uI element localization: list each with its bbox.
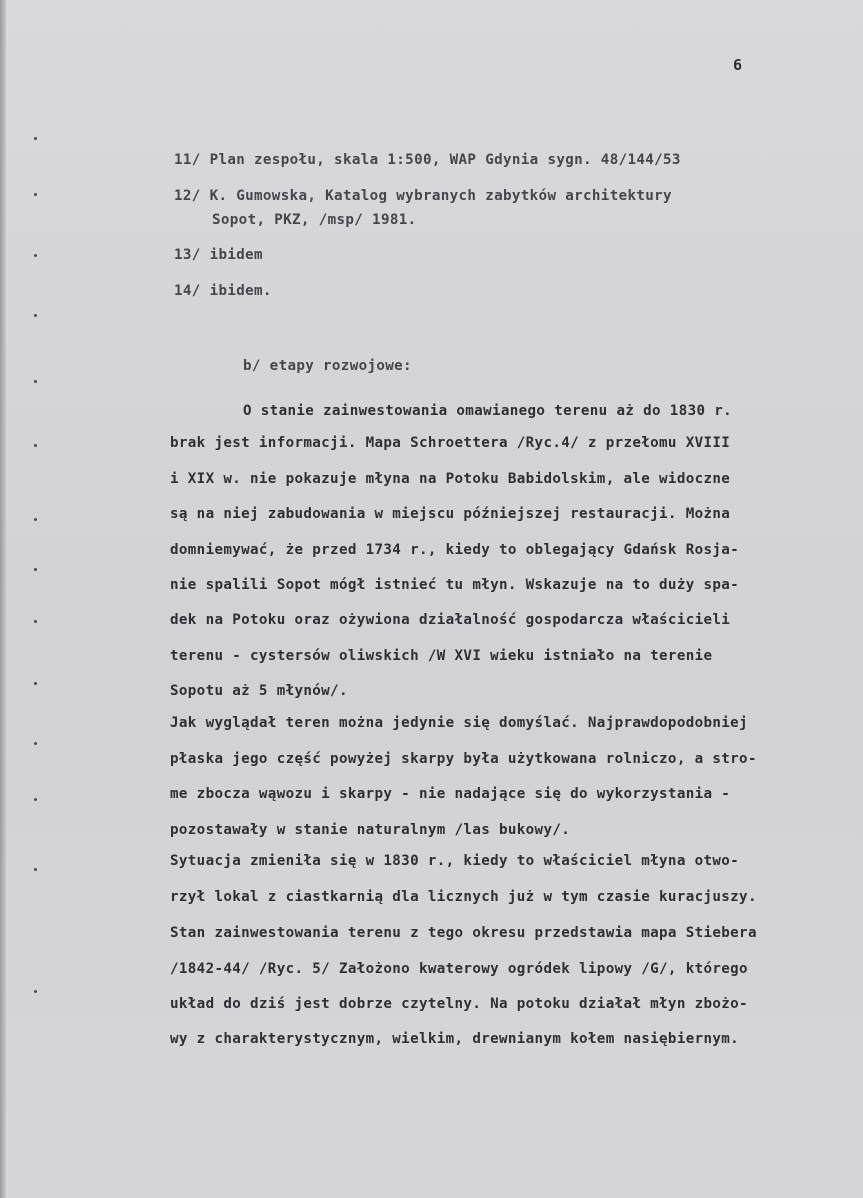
- body-line: dek na Potoku oraz ożywiona działalność gospodarcza właścicieli: [170, 612, 731, 628]
- body-line: brak jest informacji. Mapa Schroettera /Ryc.4/ z przełomu XVIII: [170, 435, 731, 451]
- body-line: rzył lokal z ciastkarnią dla licznych już w tym czasie kuracjuszy.: [170, 889, 757, 905]
- body-line: są na niej zabudowania w miejscu późniejszej restauracji. Można: [170, 506, 731, 522]
- footnote-13: 13/ ibidem: [174, 247, 263, 263]
- margin-dot: [34, 518, 37, 521]
- margin-dot: [34, 868, 37, 871]
- margin-dot: [34, 568, 37, 571]
- body-line: nie spalili Sopot mógł istnieć tu młyn. Wskazuje na to duży spa-: [170, 577, 740, 593]
- footnote-12: 12/ K. Gumowska, Katalog wybranych zabytków architektury: [174, 188, 672, 204]
- margin-dot: [34, 380, 37, 383]
- body-line: i XIX w. nie pokazuje młyna na Potoku Babidolskim, ale widoczne: [170, 471, 731, 487]
- body-line: pozostawały w stanie naturalnym /las bukowy/.: [170, 822, 571, 838]
- page-number: 6: [733, 56, 743, 74]
- body-line: Jak wyglądał teren można jedynie się domyślać. Najprawdopodobniej: [170, 715, 748, 731]
- margin-dot: [34, 444, 37, 447]
- body-line: wy z charakterystycznym, wielkim, drewnianym kołem nasiębiernym.: [170, 1031, 740, 1047]
- footnote-12-continued: Sopot, PKZ, /msp/ 1981.: [212, 212, 417, 228]
- body-line: Sopotu aż 5 młynów/.: [170, 683, 348, 699]
- margin-dot: [34, 314, 37, 317]
- body-line: /1842-44/ /Ryc. 5/ Założono kwaterowy ogródek lipowy /G/, którego: [170, 961, 748, 977]
- margin-dot: [34, 742, 37, 745]
- margin-dot: [34, 137, 37, 140]
- body-line: domniemywać, że przed 1734 r., kiedy to oblegający Gdańsk Rosja-: [170, 542, 740, 558]
- body-line: płaska jego część powyżej skarpy była użytkowana rolniczo, a stro-: [170, 751, 757, 767]
- margin-dot: [34, 990, 37, 993]
- body-line: Sytuacja zmieniła się w 1830 r., kiedy to właściciel młyna otwo-: [170, 853, 740, 869]
- section-heading: b/ etapy rozwojowe:: [243, 358, 412, 374]
- body-line: Stan zainwestowania terenu z tego okresu przedstawia mapa Stiebera: [170, 925, 757, 941]
- margin-dot: [34, 193, 37, 196]
- margin-dot: [34, 682, 37, 685]
- page-edge-shadow: [0, 0, 6, 1198]
- margin-dot: [34, 798, 37, 801]
- margin-dot: [34, 620, 37, 623]
- body-line: O stanie zainwestowania omawianego terenu aż do 1830 r.: [243, 403, 733, 419]
- footnote-14: 14/ ibidem.: [174, 283, 272, 299]
- footnote-11: 11/ Plan zespołu, skala 1:500, WAP Gdynia sygn. 48/144/53: [174, 152, 681, 168]
- margin-dot: [34, 254, 37, 257]
- body-line: me zbocza wąwozu i skarpy - nie nadające się do wykorzystania -: [170, 786, 731, 802]
- body-line: układ do dziś jest dobrze czytelny. Na potoku działał młyn zbożo-: [170, 996, 748, 1012]
- body-line: terenu - cystersów oliwskich /W XVI wieku istniało na terenie: [170, 648, 713, 664]
